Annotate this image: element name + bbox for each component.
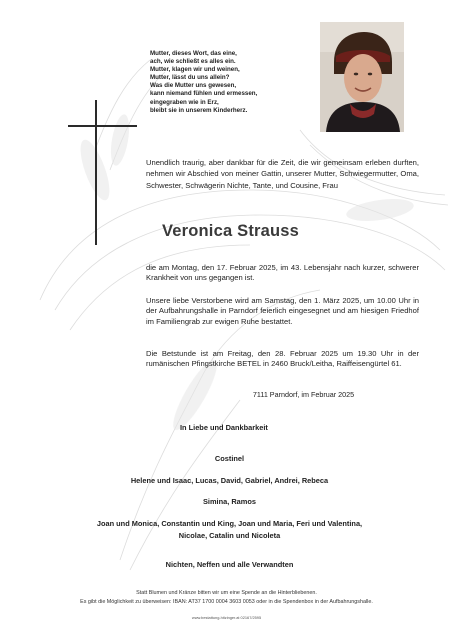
portrait-photo xyxy=(320,22,404,132)
imprint: www.bestattung-hitzinger.at 02167/2595 xyxy=(191,615,262,620)
death-notice: die am Montag, den 17. Februar 2025, im 43. Lebensjahr nach kurzer, schwerer Krankheit von uns gegangen ist. xyxy=(146,263,419,283)
place-date: 7111 Parndorf, im Februar 2025 xyxy=(252,390,355,399)
funeral-notice: Unsere liebe Verstorbene wird am Samstag, den 1. März 2025, um 10.00 Uhr in der Aufbahrungshalle in Parndorf feierlich eingesegnet und am hiesigen Friedhof im Familiengrab zur ewigen Ruhe bestattet. xyxy=(146,296,419,326)
poem-line: Was die Mutter uns gewesen, xyxy=(150,82,237,90)
poem-line: eingegraben wie in Erz, xyxy=(150,98,219,106)
mourner-line: Nicolae, Catalin und Nicoleta xyxy=(178,531,281,540)
mourner-line: Joan und Monica, Constantin und King, Joan und Maria, Feri und Valentina, xyxy=(96,519,363,528)
mourner-line: Helene und Isaac, Lucas, David, Gabriel, Andrei, Rebeca xyxy=(130,476,329,485)
thanks-line: In Liebe und Dankbarkeit xyxy=(180,423,268,432)
prayer-notice: Die Betstunde ist am Freitag, den 28. Februar 2025 um 19.30 Uhr in der rumänischen Pfingstkirche BETEL in 2460 Bruck/Leitha, Raiffeisengürtel 61. xyxy=(146,349,419,369)
poem xyxy=(150,50,320,115)
poem-line: Mutter, lässt du uns allein? xyxy=(150,74,230,82)
poem-line: Mutter, dieses Wort, das eine, xyxy=(150,50,237,57)
mourner-line: Simina, Ramos xyxy=(203,497,256,506)
intro-text: Unendlich traurig, aber dankbar für die Zeit, die wir gemeinsam erleben durften, nehmen wir Abschied von meiner Gattin, unserer Mutter, Schwiegermutter, Oma, Schwester, Schwägerin Nichte, Tante, und Cousine, Frau xyxy=(146,158,419,190)
poem-line: bleibt sie in unserem Kinderherz. xyxy=(150,106,248,114)
mourner-line: Costinel xyxy=(214,454,245,463)
footer-line: Es gibt die Möglichkeit zu überweisen: IBAN: AT37 1700 0004 3603 0053 oder in die Spendenbox in der Aufbahrungshalle. xyxy=(80,599,373,605)
footer-line: Statt Blumen und Kränze bitten wir um eine Spende an die Hinterbliebenen. xyxy=(136,590,317,596)
deceased-name: Veronica Strauss xyxy=(161,222,300,240)
poem-line: Mutter, klagen wir und weinen, xyxy=(150,66,240,74)
mourner-line: Nichten, Neffen und alle Verwandten xyxy=(165,560,294,569)
poem-line: kann niemand fühlen und ermessen, xyxy=(150,90,258,98)
poem-line: ach, wie schließt es alles ein. xyxy=(150,58,236,66)
